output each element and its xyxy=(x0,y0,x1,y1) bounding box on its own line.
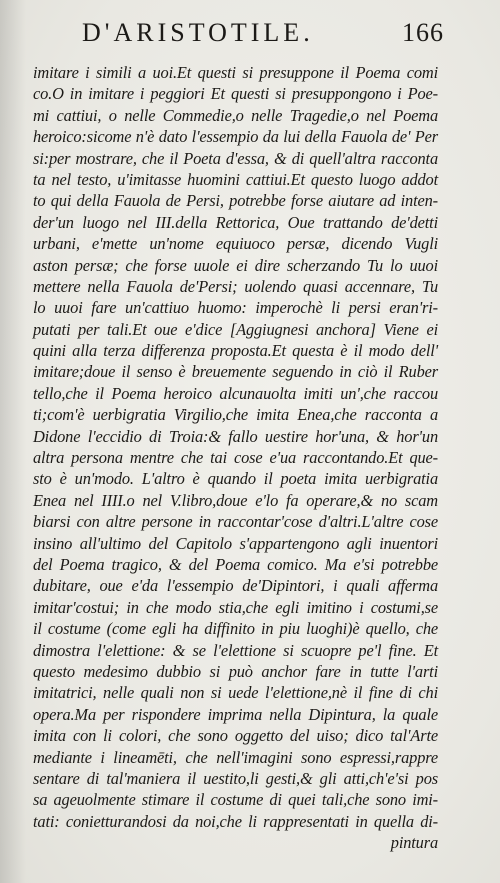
body-text xyxy=(33,62,438,853)
text-line: altra persona mentre che tai cose e'ua raccontando.Et que- xyxy=(33,448,438,468)
text-line: co.O in imitare i peggiori Et questi si presuppongono i Poe- xyxy=(33,84,438,104)
text-line: mediante i lineamēti, che nell'imagini sono espressi,rappre xyxy=(33,747,438,767)
text-line: quini alla terza differenza proposta.Et questa è il modo dell' xyxy=(33,341,438,361)
text-line: urbani, e'mette un'nome equiuoco persæ, dicendo Vugli xyxy=(33,234,438,254)
text-line: insino all'ultimo del Capitolo s'appartengono agli inuentori xyxy=(33,533,438,553)
text-line: imitare;doue il senso è breuemente seguendo in ciò il Ruber xyxy=(33,362,438,382)
text-line: imitar'costui; in che modo stia,che egli imitino i costumi,se xyxy=(33,597,438,617)
text-line: to qui della Fauola de Persi, potrebbe forse aiutare ad inten- xyxy=(33,191,438,211)
page-header xyxy=(82,14,444,50)
page-fold-shadow xyxy=(0,0,26,883)
text-line: imita con li colori, che sono oggetto del uiso; dico tal'Arte xyxy=(33,726,438,746)
text-line: tati: conietturandosi da noi,che li rappresentati in quella di- xyxy=(33,811,438,831)
text-line: dimostra l'elettione: & se l'elettione si scuopre pe'l fine. Et xyxy=(33,640,438,660)
text-line: sa ageuolmente stimare il costume di quei tali,che sono imi- xyxy=(33,790,438,810)
text-line: ti;com'è uerbigratia Virgilio,che imita Enea,che racconta a xyxy=(33,405,438,425)
text-line: sentare di tal'maniera il uestito,li gesti,& gli atti,ch'e'si pos xyxy=(33,768,438,788)
running-title: D'ARISTOTILE. xyxy=(82,18,314,47)
text-line: imitare i simili a uoi.Et questi si presuppone il Poema comi xyxy=(33,63,438,82)
text-line: putati per tali.Et oue e'dice [Aggiugnesi anchora] Viene ei xyxy=(33,319,438,339)
text-line: del Poema tragico, & del Poema comico. Ma e'si potrebbe xyxy=(33,554,438,574)
text-line: ta nel testo, u'imitasse huomini cattiui.Et questo luogo addot xyxy=(33,169,438,189)
text-line: aston persæ; che forse uuole ei dire scherzando Tu lo uuoi xyxy=(33,255,438,275)
catchword: pintura xyxy=(390,833,438,853)
text-line: Enea nel IIII.o nel V.libro,doue e'lo fa operare,& no scam xyxy=(33,490,438,510)
text-line: opera.Ma per rispondere imprima nella Dipintura, la quale xyxy=(33,704,438,724)
text-line: der'un luogo nel III.della Rettorica, Oue trattando de'detti xyxy=(33,212,438,232)
text-line: imitatrici, nelle quali non si uede l'elettione,nè il fine di chi xyxy=(33,683,438,703)
text-line: questo medesimo dubbio si può anchor fare in tutte l'arti xyxy=(33,661,438,681)
text-line: dubitare, oue e'da l'essempio de'Dipintori, i quali afferma xyxy=(33,576,438,596)
text-line: lo uuoi fare un'cattiuo huomo: imperochè li persi eran'ri- xyxy=(33,298,438,318)
text-line: heroico:sicome n'è dato l'essempio da lui della Fauola de' Per xyxy=(33,127,438,147)
page-number: 166 xyxy=(402,18,444,47)
text-line: il costume (come egli ha diffinito in piu luoghi)è quello, che xyxy=(33,619,438,639)
text-line: tello,che il Poema heroico alcunauolta imiti un',che raccou xyxy=(33,383,438,403)
text-line: Didone l'eccidio di Troia:& fallo uestire hor'una, & hor'un xyxy=(33,426,438,446)
text-line: mettere nella Fauola de'Persi; uolendo quasi accennare, Tu xyxy=(33,276,438,296)
text-line: sto è un'modo. L'altro è quando il poeta imita uerbigratia xyxy=(33,469,438,489)
text-line: mi cattiui, o nelle Commedie,o nelle Tragedie,o nel Poema xyxy=(33,105,438,125)
text-line: biarsi con altre persone in raccontar'cose d'altri.L'altre cose xyxy=(33,512,438,532)
text-line: si:per mostrare, che il Poeta d'essa, & di quell'altra racconta xyxy=(33,148,438,168)
